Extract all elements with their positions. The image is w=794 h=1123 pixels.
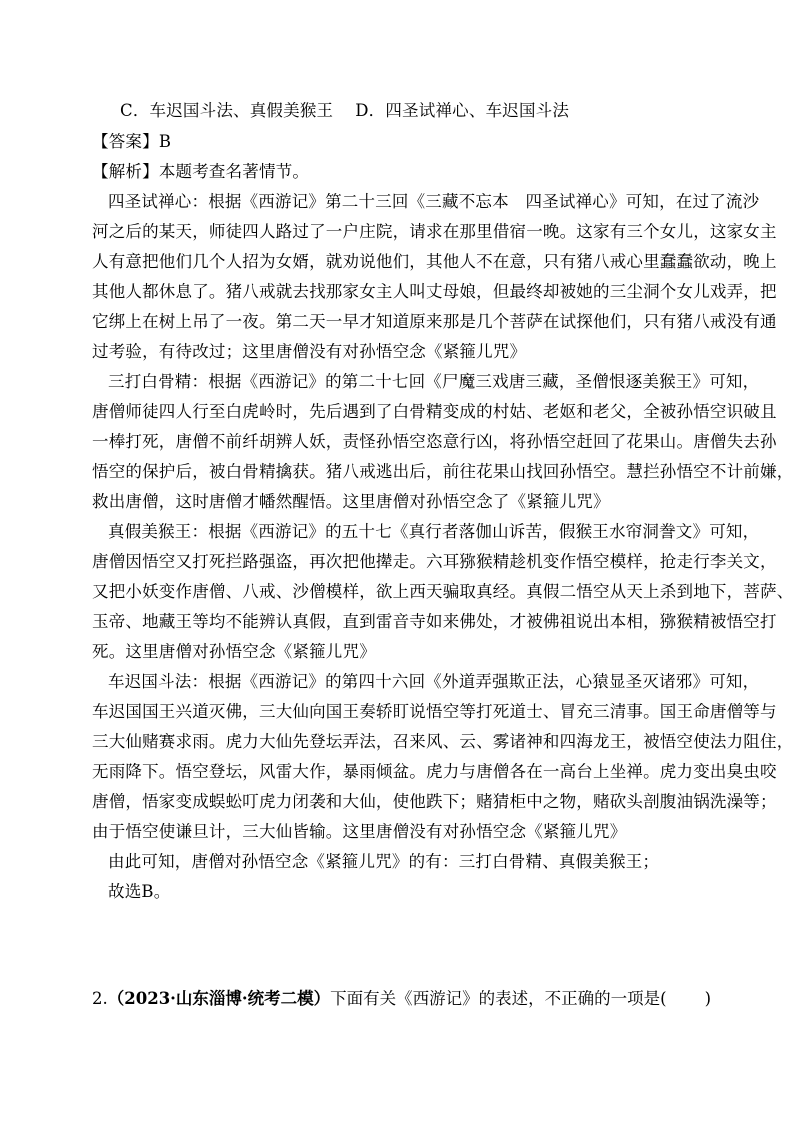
answer-label: 【答案】 xyxy=(92,132,159,151)
paragraph-line: 唐僧因悟空又打死拦路强盗，再次把他撵走。六耳猕猴精趁机变作悟空模样，抢走行李关文， xyxy=(92,552,777,571)
paragraph-line: 救出唐僧，这时唐僧才幡然醒悟。这里唐僧对孙悟空念了《紧箍儿咒》 xyxy=(92,492,610,511)
paragraph-line: 车迟国斗法：根据《西游记》的第四十六回《外道弄强欺正法，心猿显圣灭诸邪》可知， xyxy=(108,672,760,691)
paragraph-line: 三大仙赌赛求雨。虎力大仙先登坛弄法，召来风、云、雾诸神和四海龙王，被悟空使法力阻住， xyxy=(92,732,794,751)
analysis-paragraph xyxy=(92,187,777,367)
answer-section xyxy=(92,96,794,907)
answer-line xyxy=(92,127,732,157)
option-d: D．四圣试禅心、车迟国斗法 xyxy=(355,101,570,120)
analysis-label: 【解析】 xyxy=(92,162,159,181)
analysis-paragraph xyxy=(92,877,732,907)
paragraph-line: 玉帝、地藏王等均不能辨认真假，直到雷音寺如来佛处，才被佛祖说出本相，猕猴精被悟空打 xyxy=(92,612,777,631)
answer-value: B xyxy=(158,132,172,151)
paragraph-line: 过考验，有待改过；这里唐僧没有对孙悟空念《紧箍儿咒》 xyxy=(92,342,527,361)
analysis-paragraph xyxy=(92,517,794,667)
question-close: ) xyxy=(704,989,712,1008)
paragraph-line: 河之后的某天，师徒四人路过了一户庄院，请求在那里借宿一晚。这家有三个女儿，这家女主 xyxy=(92,222,777,241)
paragraph-line: 故选B。 xyxy=(108,882,171,901)
paragraph-line: 车迟国国王兴道灭佛，三大仙向国王奏轿盯说悟空等打死道士、冒充三清事。国王命唐僧等与 xyxy=(92,702,777,721)
analysis-paragraph xyxy=(92,847,732,877)
next-question xyxy=(92,984,711,1014)
question-source: （2023·山东淄博·统考二模） xyxy=(107,989,331,1008)
analysis-intro: 本题考查名著情节。 xyxy=(158,162,310,181)
question-number: 2. xyxy=(92,989,108,1008)
paragraph-line: 无雨降下。悟空登坛，风雷大作，暴雨倾盆。虎力与唐僧各在一高台上坐禅。虎力变出臭虫咬 xyxy=(92,762,777,781)
option-c: C．车迟国斗法、真假美猴王 xyxy=(120,101,334,120)
paragraph-line: 其他人都休息了。猪八戒就去找那家女主人叫丈母娘，但最终却被她的三尘洞个女儿戏弄，把 xyxy=(92,282,777,301)
analysis-paragraph xyxy=(92,367,794,517)
analysis-line xyxy=(92,157,732,187)
options-row xyxy=(92,96,732,126)
paragraph-line: 真假美猴王：根据《西游记》的五十七《真行者落伽山诉苦，假猴王水帘洞誊文》可知， xyxy=(108,522,760,541)
paragraph-line: 唐僧师徒四人行至白虎岭时，先后遇到了白骨精变成的村姑、老妪和老父，全被孙悟空识破且 xyxy=(92,402,777,421)
paragraph-line: 四圣试禅心：根据《西游记》第二十三回《三藏不忘本 四圣试禅心》可知，在过了流沙 xyxy=(108,192,760,211)
paragraph-line: 唐僧，悟家变成蜈蚣叮虎力闭袭和大仙，使他跌下；赌猜柜中之物，赌砍头剖腹油锅洗澡等； xyxy=(92,792,777,811)
paragraph-line: 三打白骨精：根据《西游记》的第二十七回《尸魔三戏唐三藏，圣僧恨逐美猴王》可知， xyxy=(108,372,760,391)
analysis-paragraph xyxy=(92,667,794,847)
paragraph-line: 又把小妖变作唐僧、八戒、沙僧模样，欲上西天骗取真经。真假二悟空从天上杀到地下，菩萨、 xyxy=(92,582,794,601)
paragraph-line: 它绑上在树上吊了一夜。第二天一早才知道原来那是几个菩萨在试探他们，只有猪八戒没有通 xyxy=(92,312,777,331)
paragraph-line: 由此可知，唐僧对孙悟空念《紧箍儿咒》的有：三打白骨精、真假美猴王； xyxy=(108,852,660,871)
paragraph-line: 由于悟空使谦旦计，三大仙皆输。这里唐僧没有对孙悟空念《紧箍儿咒》 xyxy=(92,822,627,841)
analysis-paragraphs xyxy=(92,187,794,907)
paragraph-line: 一棒打死，唐僧不前纤胡辨人妖，责怪孙悟空恣意行凶，将孙悟空赶回了花果山。唐僧失去孙 xyxy=(92,432,777,451)
question-text: 下面有关《西游记》的表述，不正确的一项是( xyxy=(330,989,667,1008)
paragraph-line: 悟空的保护后，被白骨精擒获。猪八戒逃出后，前往花果山找回孙悟空。慧拦孙悟空不计前嫌， xyxy=(92,462,794,481)
paragraph-line: 死。这里唐僧对孙悟空念《紧箍儿咒》 xyxy=(92,642,376,661)
paragraph-line: 人有意把他们几个人招为女婿，就劝说他们，其他人不在意，只有猪八戒心里蠢蠢欲动，晚上 xyxy=(92,252,777,271)
